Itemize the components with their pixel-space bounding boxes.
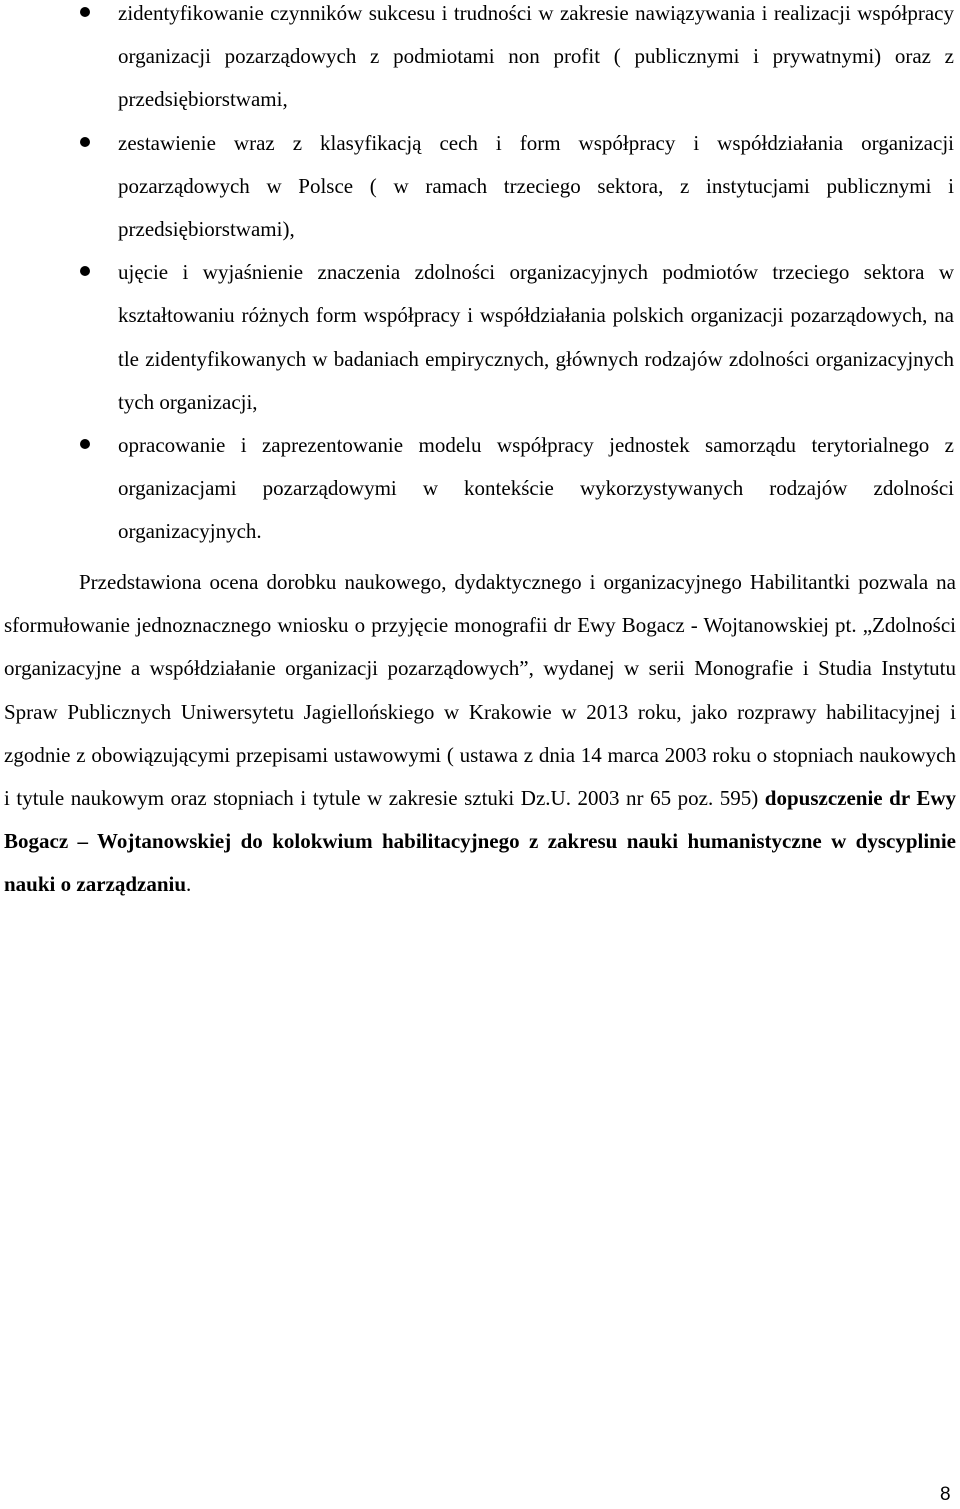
- list-item: [0, 122, 960, 252]
- bullet-icon: [80, 439, 90, 449]
- conclusion-text: Przedstawiona ocena dorobku naukowego, dydaktycznego i organizacyjnego Habilitantki pozwala na sformułowanie jednoznacznego wniosku o przyjęcie monografii dr Ewy Bogacz - Wojtanowskiej pt. „Zdolności organizacyjne a współdziałanie organizacji pozarządowych”, wydanej w serii Monografie i Studia Instytutu Spraw Publicznych Uniwersytetu Jagiellońskiego w Krakowie w 2013 roku, jako rozprawy habilitacyjnej i zgodnie z obowiązującymi przepisami ustawowymi ( ustawa z dnia 14 marca 2003 roku o stopniach naukowych i tytule naukowym oraz stopniach i tytule w zakresie sztuki Dz.U. 2003 nr 65 poz. 595): [4, 570, 956, 811]
- list-item-text: ujęcie i wyjaśnienie znaczenia zdolności organizacyjnych podmiotów trzeciego sektora w kształtowaniu różnych form współpracy i współdziałania polskich organizacji pozarządowych, na tle zidentyfikowanych w badaniach empirycznych, głównych rodzajów zdolności organizacyjnych tych organizacji,: [118, 260, 954, 414]
- goals-bullet-list: [0, 0, 960, 562]
- list-item: [0, 0, 960, 122]
- conclusion-paragraph: [4, 561, 956, 907]
- list-item: [0, 424, 960, 554]
- conclusion-bold-text: dopuszczenie dr Ewy Bogacz – Wojtanowskiej do kolokwium habilitacyjnego z zakresu nauki humanistyczne w dyscyplinie nauki o zarządzaniu: [4, 786, 957, 897]
- list-item-text: zidentyfikowanie czynników sukcesu i trudności w zakresie nawiązywania i realizacji współpracy organizacji pozarządowych z podmiotami non profit ( publicznymi i prywatnymi) oraz z przedsiębiorstwami,: [118, 1, 954, 112]
- conclusion-end: .: [186, 872, 192, 897]
- list-item-text: zestawienie wraz z klasyfikacją cech i form współpracy i współdziałania organizacji pozarządowych w Polsce ( w ramach trzeciego sektora, z instytucjami publicznymi i przedsiębiorstwami),: [118, 130, 954, 242]
- bullet-icon: [80, 266, 90, 276]
- page-number: 8: [940, 1484, 951, 1505]
- list-item-text: opracowanie i zaprezentowanie modelu współpracy jednostek samorządu terytorialnego z organizacjami pozarządowymi w kontekście wykorzystywanych rodzajów zdolności organizacyjnych.: [118, 433, 954, 544]
- list-item: [0, 251, 960, 424]
- bullet-icon: [80, 7, 90, 17]
- bullet-icon: [80, 137, 90, 147]
